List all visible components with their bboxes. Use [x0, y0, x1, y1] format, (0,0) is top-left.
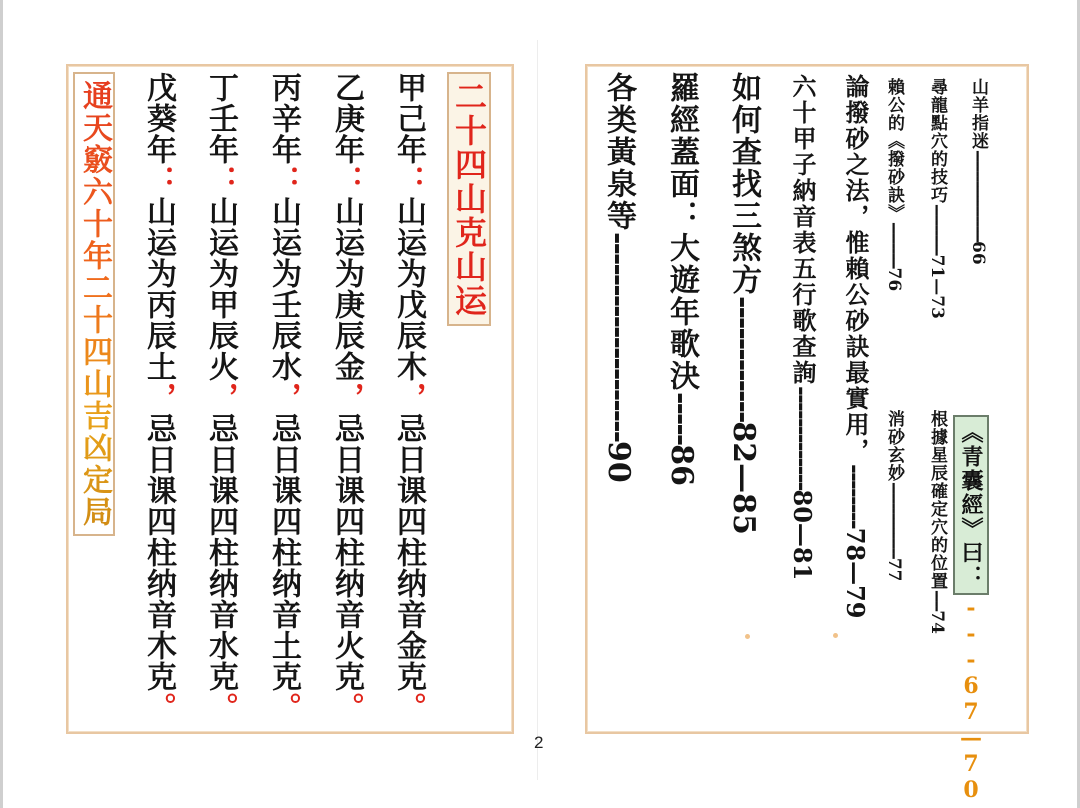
toc-entry-nayin	[788, 74, 817, 581]
line-period: 。	[141, 692, 176, 723]
left-line-4	[203, 72, 238, 723]
left-line-3	[266, 72, 301, 723]
toc-leader: ----------	[927, 204, 947, 255]
toc-page: 86	[664, 444, 699, 487]
toc-page: 67—70	[958, 673, 984, 803]
toc-text: 山羊指迷	[968, 78, 988, 150]
toc-page: 71—73	[927, 254, 947, 319]
toc-page: 78—79	[841, 527, 870, 619]
toc-entry-huangquan	[601, 72, 636, 483]
line-a: 山运为甲辰火	[203, 196, 238, 382]
qingnang-box: 《青囊經》曰：	[953, 415, 989, 595]
left-line-1	[391, 72, 426, 723]
toc-leader: ------------	[726, 296, 761, 422]
toc-leader: ---	[958, 595, 984, 673]
toc-entry-sansha	[726, 72, 761, 535]
toc-page: 74	[927, 610, 947, 634]
line-comma: ，	[266, 382, 301, 413]
toc-page: 77	[884, 557, 904, 582]
line-head: 甲己年	[391, 72, 426, 165]
line-period: 。	[266, 692, 301, 723]
line-colon: ：	[391, 165, 426, 196]
toc-leader: --------------------	[601, 232, 636, 442]
line-colon: ：	[266, 165, 301, 196]
toc-leader: ----	[927, 590, 947, 611]
line-head: 丙辛年	[266, 72, 301, 165]
toc-leader: ---------------	[884, 482, 904, 558]
toc-text: 根據星辰確定穴的位置	[927, 410, 947, 590]
line-a: 山运为戊辰木	[391, 196, 426, 382]
line-head: 戊葵年	[141, 72, 176, 165]
toc-text: 論撥砂之法，惟賴公砂訣最實用，	[841, 74, 870, 464]
decorative-dot	[745, 634, 750, 639]
left-page-edge	[0, 0, 3, 808]
toc-leader: -----	[664, 392, 699, 445]
toc-text: 如何查找三煞方	[726, 72, 761, 296]
toc-page: 82—85	[726, 421, 761, 535]
toc-entry-lunbosha	[841, 74, 870, 619]
left-page-title: 二十四山克山运	[447, 72, 491, 326]
left-line-5	[141, 72, 176, 723]
toc-text: 賴公的《撥砂訣》	[884, 78, 904, 222]
decorative-dot	[833, 633, 838, 638]
toc-leader: -------------	[788, 386, 817, 490]
line-b: 忌日课四柱纳音水克	[203, 413, 238, 692]
toc-entry-luojing	[664, 72, 699, 487]
line-b: 忌日课四柱纳音火克	[329, 413, 364, 692]
toc-leader: --------	[841, 464, 870, 528]
line-b: 忌日课四柱纳音土克	[266, 413, 301, 692]
left-side-title: 通天竅六十年二十四山吉凶定局	[73, 72, 115, 536]
toc-entry-shanyang	[969, 78, 986, 265]
toc-page: 66	[968, 241, 988, 265]
line-head: 丁壬年	[203, 72, 238, 165]
line-b: 忌日课四柱纳音木克	[141, 413, 176, 692]
toc-leader: ------------------	[968, 150, 988, 242]
page-number: 2	[534, 733, 544, 752]
toc-entry-bosha	[885, 78, 902, 291]
toc-text: 各类黃泉等	[601, 72, 636, 232]
line-colon: ：	[141, 165, 176, 196]
toc-text: 消砂玄妙	[884, 410, 904, 482]
toc-page: 90	[601, 441, 636, 483]
toc-entry-xunlong	[928, 78, 945, 319]
toc-entry-xingchen	[928, 410, 945, 634]
line-comma: ，	[141, 382, 176, 413]
left-line-2	[329, 72, 364, 723]
toc-text: 羅經蓋面：大遊年歌決	[664, 72, 699, 392]
toc-entry-qingnang	[960, 415, 982, 803]
line-comma: ，	[203, 382, 238, 413]
line-period: 。	[203, 692, 238, 723]
line-head: 乙庚年	[329, 72, 364, 165]
toc-page: 76	[884, 267, 904, 292]
book-spine	[537, 40, 538, 780]
line-b: 忌日课四柱纳音金克	[391, 413, 426, 692]
line-comma: ，	[391, 382, 426, 413]
line-a: 山运为壬辰水	[266, 196, 301, 382]
toc-leader: ---------	[884, 222, 904, 268]
line-period: 。	[391, 692, 426, 723]
line-comma: ，	[329, 382, 364, 413]
line-colon: ：	[329, 165, 364, 196]
line-colon: ：	[203, 165, 238, 196]
toc-text: 尋龍點穴的技巧	[927, 78, 947, 204]
line-a: 山运为庚辰金	[329, 196, 364, 382]
toc-page: 80—81	[788, 489, 817, 581]
line-period: 。	[329, 692, 364, 723]
line-a: 山运为丙辰土	[141, 196, 176, 382]
toc-text: 六十甲子納音表五行歌查詢	[788, 74, 817, 386]
toc-entry-xiaosha	[885, 410, 902, 582]
